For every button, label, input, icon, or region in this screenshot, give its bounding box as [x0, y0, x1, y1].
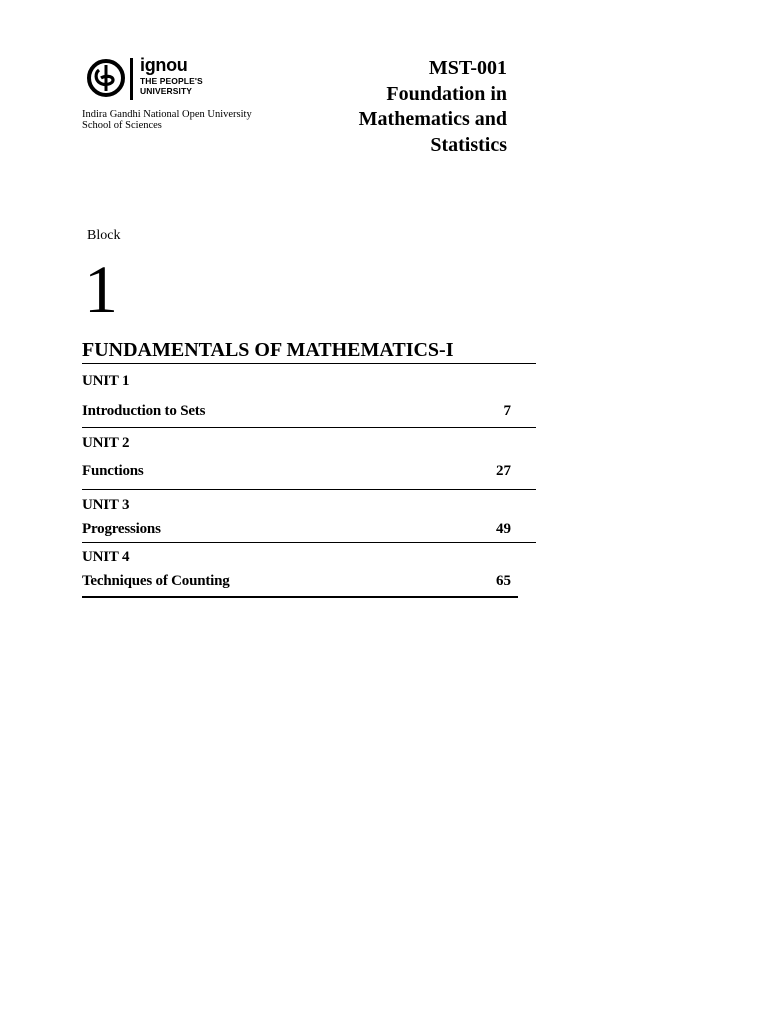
divider — [82, 489, 536, 490]
unit-title: Introduction to Sets — [82, 403, 206, 419]
divider — [82, 542, 536, 543]
unit-heading: UNIT 3 — [82, 497, 130, 513]
block-number: 1 — [84, 251, 118, 327]
course-title-line-3: Statistics — [430, 133, 507, 156]
divider — [82, 427, 536, 428]
unit-page-number: 49 — [496, 521, 511, 537]
block-title: FUNDAMENTALS OF MATHEMATICS-I — [82, 339, 454, 361]
unit-page-number: 7 — [503, 403, 511, 419]
block-label: Block — [87, 228, 121, 243]
divider — [82, 596, 518, 598]
ignou-logo — [86, 56, 206, 102]
unit-title: Progressions — [82, 521, 161, 537]
logo-tagline-line1: THE PEOPLE'S — [140, 76, 203, 86]
school-name: School of Sciences — [82, 120, 162, 131]
course-code: MST-001 — [428, 57, 507, 79]
unit-heading: UNIT 1 — [82, 373, 130, 389]
ignou-emblem-icon — [86, 56, 136, 102]
course-title-line-1: Foundation in — [386, 82, 507, 105]
unit-heading: UNIT 2 — [82, 435, 130, 451]
university-info — [82, 109, 252, 131]
unit-title: Functions — [82, 463, 144, 479]
logo-tagline-line2: UNIVERSITY — [140, 86, 193, 96]
divider — [82, 363, 536, 364]
university-name: Indira Gandhi National Open University — [82, 109, 252, 120]
unit-page-number: 27 — [496, 463, 511, 479]
course-title-line-2: Mathematics and — [358, 108, 507, 130]
course-heading — [247, 56, 507, 158]
unit-heading: UNIT 4 — [82, 549, 130, 565]
logo-wordmark: ignou — [140, 55, 188, 75]
unit-page-number: 65 — [496, 573, 511, 589]
unit-title: Techniques of Counting — [82, 573, 230, 589]
